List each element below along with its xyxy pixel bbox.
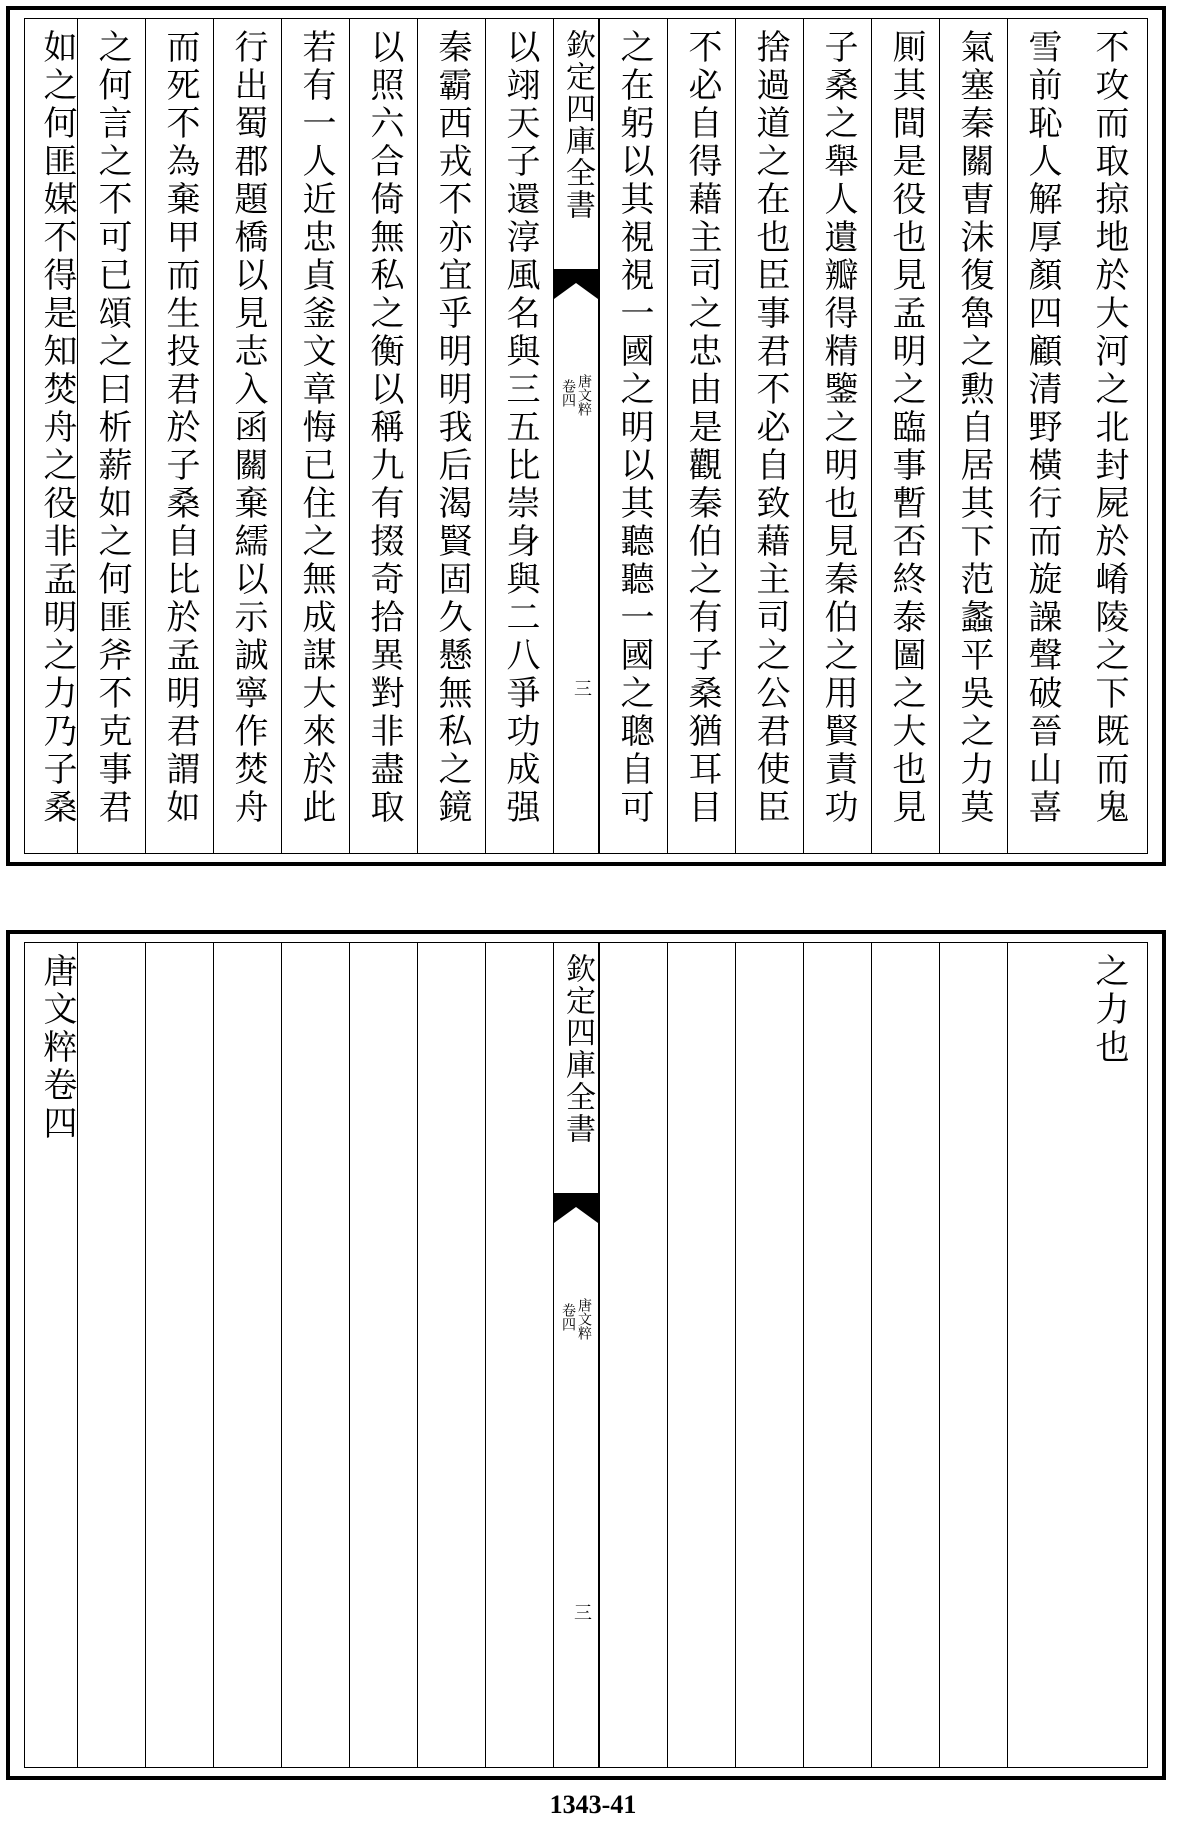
text-column: 之何言之不可已頌之曰析薪如之何匪斧不克事君 [77,19,145,853]
text-column: 不必自得藉主司之忠由是觀秦伯之有子桑猶耳目 [667,19,735,853]
text-column: 捨過道之在也臣事君不必自致藉主司之公君使臣 [735,19,803,853]
volume-end-title: 唐文粹卷四 [37,953,77,1143]
text-column: 之力也 [1089,953,1129,1067]
text-column [145,943,213,1767]
text-column [213,943,281,1767]
bottom-page-frame [24,942,1148,1768]
text-column: 子桑之舉人遺瓣得精鑒之明也見秦伯之用賢責功 [803,19,871,853]
center-strip [553,19,599,853]
text-column: 若有一人近忠貞釜文章悔已住之無成謀大來於此 [281,19,349,853]
text-column [349,943,417,1767]
text-column [599,943,667,1767]
text-column: 不攻而取掠地於大河之北封屍於崤陵之下既而鬼 [1089,29,1129,827]
text-column: 行出蜀郡題橋以見志入函關棄繻以示誠寧作焚舟 [213,19,281,853]
strip-book-name: 唐文粹 [576,374,592,416]
strip-volume: 卷四 [560,379,576,407]
text-column [281,943,349,1767]
text-column: 秦霸西戎不亦宜乎明明我后渴賢固久懸無私之鏡 [417,19,485,853]
strip-book-name: 唐文粹 [576,1298,592,1340]
text-column: 而死不為棄甲而生投君於子桑自比於孟明君謂如 [145,19,213,853]
text-column: 氣塞秦關曺沫復魯之勲自居其下范蠡平吳之力莫 [939,19,1007,853]
fishtail-mark-icon [554,269,598,299]
text-column: 厠其間是役也見孟明之臨事暫否終泰圖之大也見 [871,19,939,853]
top-page-frame [24,18,1148,854]
text-column: 雪前恥人解厚顏四顧清野橫行而旋譟聲破晉山喜 [1007,19,1075,853]
page-number: 1343-41 [549,1790,637,1819]
folio-number: 三 [571,1603,592,1621]
strip-title: 欽定四庫全書 [560,29,595,221]
text-column: 之在躬以其視視一國之明以其聽聽一國之聰自可 [599,19,667,853]
text-column [735,943,803,1767]
fishtail-mark-icon [554,1193,598,1223]
text-column: 以翊天子還淳風名與三五比崇身與二八爭功成强 [485,19,553,853]
text-column [939,943,1007,1767]
text-column: 如之何匪媒不得是知焚舟之役非孟明之力乃子桑 [37,29,77,827]
top-page [6,6,1166,866]
text-column [9,943,77,1767]
text-column [667,943,735,1767]
text-column [417,943,485,1767]
center-strip [553,943,599,1767]
strip-title: 欽定四庫全書 [560,953,595,1145]
text-column [871,943,939,1767]
strip-volume: 卷四 [560,1303,576,1331]
text-column [485,943,553,1767]
folio-number: 三 [571,679,592,697]
bottom-page [6,930,1166,1780]
text-column: 以照六合倚無私之衡以稱九有掇奇拾異對非盡取 [349,19,417,853]
text-column [803,943,871,1767]
text-column [1007,943,1075,1767]
